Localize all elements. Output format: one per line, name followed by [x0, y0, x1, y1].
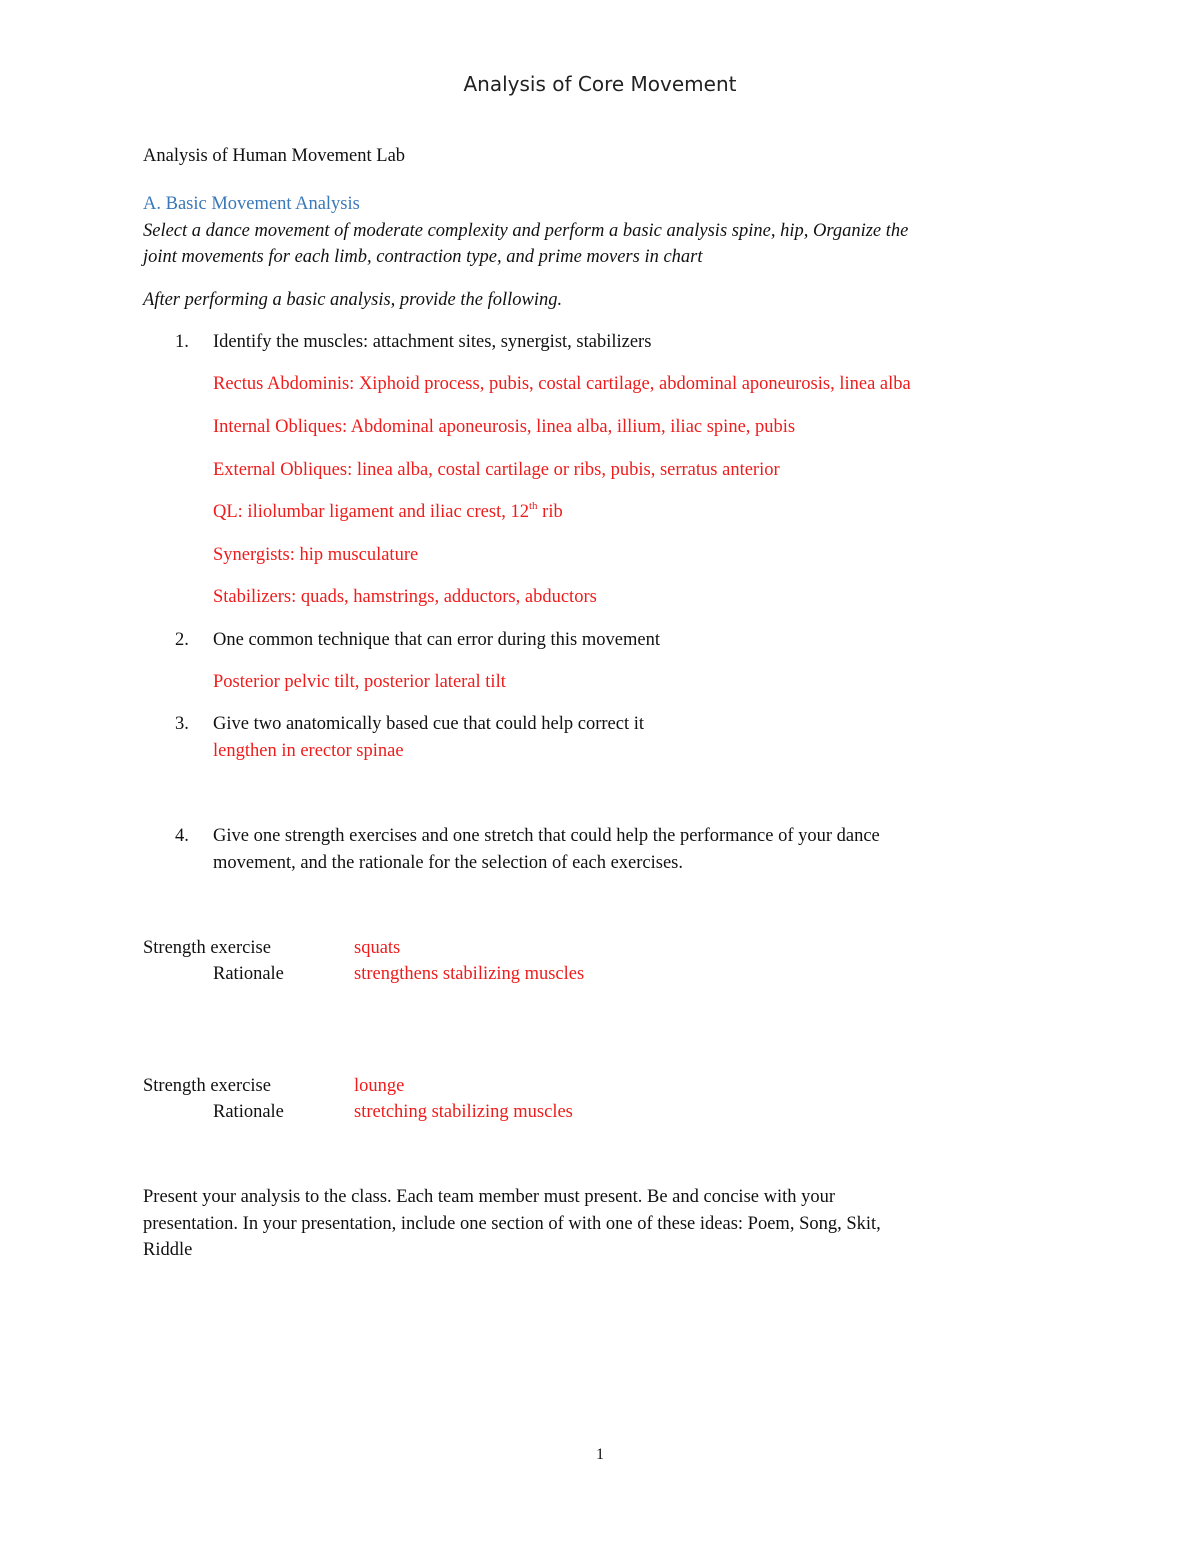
answer-cue: lengthen in erector spinae	[213, 741, 404, 761]
exercise-label: Strength exercise	[143, 1076, 271, 1096]
answer-ql-text: QL: iliolumbar ligament and iliac crest, 12	[213, 502, 529, 522]
answer-technique-error: Posterior pelvic tilt, posterior lateral tilt	[213, 672, 506, 692]
rationale-label: Rationale	[213, 964, 284, 984]
after-text: After performing a basic analysis, provide the following.	[143, 290, 563, 310]
lab-name: Analysis of Human Movement Lab	[143, 146, 406, 166]
question-number: 1.	[175, 332, 189, 352]
answer-ql-superscript: th	[528, 499, 538, 512]
exercise-value: squats	[354, 938, 401, 958]
exercise-label: Strength exercise	[143, 938, 271, 958]
closing-line: Riddle	[143, 1240, 193, 1260]
question-text: Give one strength exercises and one stretch that could help the performance of your dance	[213, 826, 880, 846]
page-number: 1	[596, 1446, 604, 1463]
rationale-value: strengthens stabilizing muscles	[354, 964, 585, 984]
rationale-label: Rationale	[213, 1102, 284, 1122]
question-text: movement, and the rationale for the selection of each exercises.	[213, 853, 684, 873]
answer-ql-tail: rib	[537, 502, 563, 522]
question-number: 3.	[175, 714, 189, 734]
question-text: Give two anatomically based cue that could help correct it	[213, 714, 644, 734]
section-heading: A. Basic Movement Analysis	[143, 194, 360, 214]
answer-stabilizers: Stabilizers: quads, hamstrings, adductors, abductors	[213, 587, 597, 607]
question-text: Identify the muscles: attachment sites, synergist, stabilizers	[213, 332, 652, 352]
instruction-line: joint movements for each limb, contraction type, and prime movers in chart	[143, 247, 703, 267]
question-text: One common technique that can error during this movement	[213, 630, 660, 650]
document-title: Analysis of Core Movement	[463, 72, 737, 96]
question-number: 2.	[175, 630, 189, 650]
answer-rectus-abdominis: Rectus Abdominis: Xiphoid process, pubis, costal cartilage, abdominal aponeurosis, linea alba	[213, 374, 911, 394]
exercise-value: lounge	[354, 1076, 405, 1096]
rationale-value: stretching stabilizing muscles	[354, 1102, 573, 1122]
closing-line: Present your analysis to the class. Each team member must present. Be and concise with your	[143, 1187, 836, 1207]
answer-external-obliques: External Obliques: linea alba, costal cartilage or ribs, pubis, serratus anterior	[213, 460, 780, 480]
question-number: 4.	[175, 826, 189, 846]
answer-synergists: Synergists: hip musculature	[213, 545, 419, 565]
answer-ql	[213, 499, 563, 525]
closing-line: presentation. In your presentation, include one section of with one of these ideas: Poem, Song, Skit,	[143, 1214, 881, 1234]
answer-internal-obliques: Internal Obliques: Abdominal aponeurosis, linea alba, illium, iliac spine, pubis	[213, 417, 796, 437]
instruction-line: Select a dance movement of moderate complexity and perform a basic analysis spine, hip, Organize the	[143, 221, 909, 241]
